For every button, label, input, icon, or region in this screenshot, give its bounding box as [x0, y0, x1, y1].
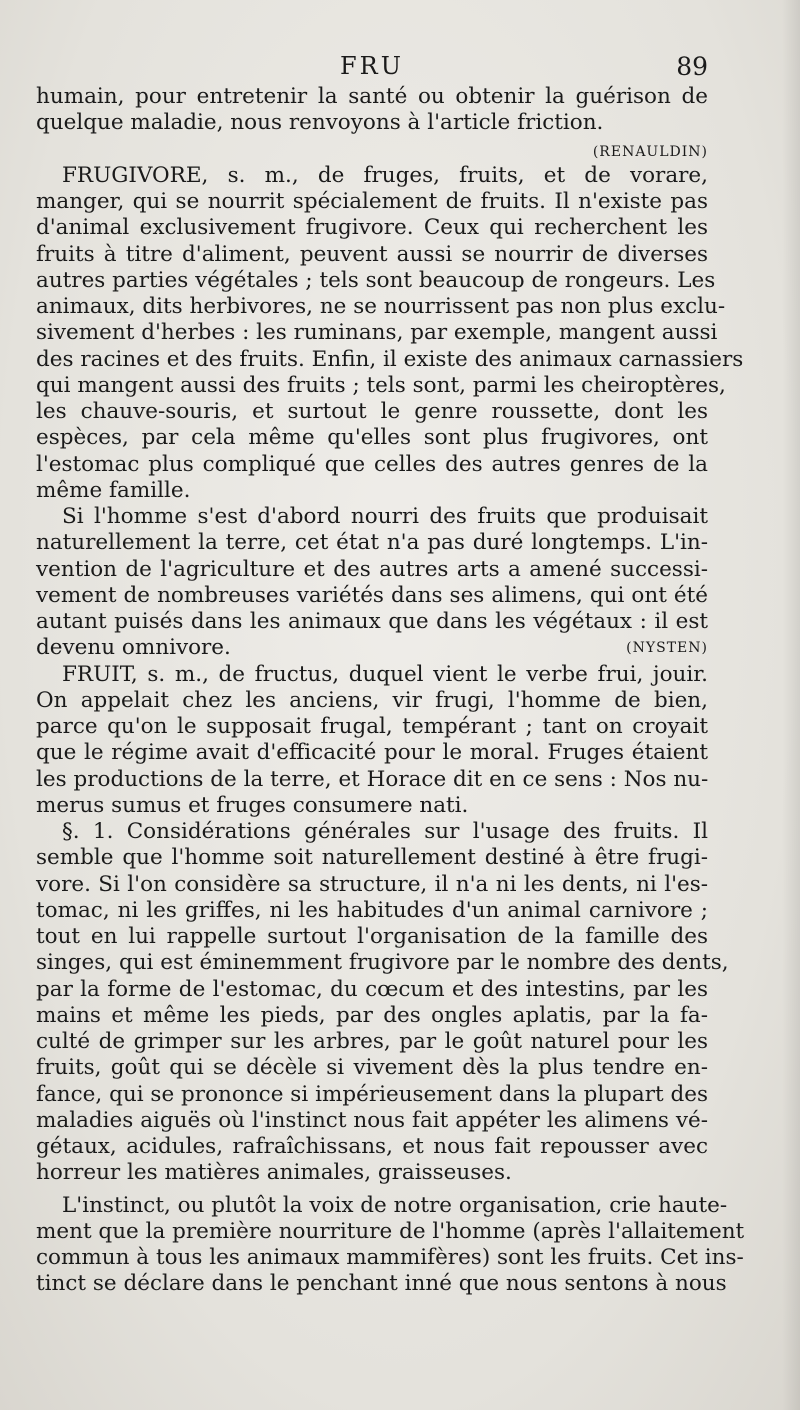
text-line: horreur les matières animales, graisseuses. [36, 1160, 512, 1186]
body-text [36, 84, 745, 1298]
signature-renauldin: (RENAULDIN) [592, 143, 708, 160]
text-line: même famille. [36, 477, 191, 503]
text-line: qui mangent aussi des fruits ; tels sont, parmi les cheiroptères, [36, 372, 726, 398]
text-line: fruits, goût qui se décèle si vivement dès la plus tendre en- [36, 1055, 708, 1081]
text-line: L'instinct, ou plutôt la voix de notre organisation, crie haute- [62, 1192, 728, 1218]
text-line-with-signature [36, 635, 708, 661]
text-line: les productions de la terre, et Horace dit en ce sens : Nos nu- [36, 766, 709, 792]
signature-nysten: (NYSTEN) [626, 640, 708, 657]
text-line: humain, pour entretenir la santé ou obtenir la guérison de [36, 84, 708, 109]
text-line: On appelait chez les anciens, vir frugi, l'homme de bien, [36, 687, 708, 713]
text-line: singes, qui est éminemment frugivore par le nombre des dents, [36, 950, 729, 976]
running-head: FRU [340, 52, 404, 80]
text-line: culté de grimper sur les arbres, par le goût naturel pour les [36, 1029, 708, 1054]
entry-heading-frugivore: FRUGIVORE, s. m., de fruges, fruits, et de vorare, [62, 162, 708, 188]
text-line: autres parties végétales ; tels sont beaucoup de rongeurs. Les [36, 267, 716, 293]
text-line: que le régime avait d'efficacité pour le moral. Fruges étaient [36, 740, 708, 766]
text-line: quelque maladie, nous renvoyons à l'article friction. [36, 110, 604, 136]
text-line: commun à tous les animaux mammifères) sont les fruits. Cet ins- [36, 1245, 744, 1270]
text-line: fance, qui se prononce si impérieusement dans la plupart des [36, 1081, 708, 1107]
text-line: vention de l'agriculture et des autres arts a amené successi- [36, 556, 708, 582]
text-line: espèces, par cela même qu'elles sont plus frugivores, ont [36, 425, 708, 451]
text-line: tinct se déclare dans le penchant inné que nous sentons à nous [36, 1271, 727, 1297]
author-signature [36, 137, 708, 163]
text-line: sivement d'herbes : les ruminans, par exemple, mangent aussi [36, 320, 718, 346]
text-line: mains et même les pieds, par des ongles aplatis, par la fa- [36, 1002, 708, 1028]
text-line: animaux, dits herbivores, ne se nourrissent pas non plus exclu- [36, 294, 726, 319]
text-line: vement de nombreuses variétés dans ses alimens, qui ont été [36, 582, 708, 608]
text-fragment: devenu omnivore. [36, 635, 231, 661]
text-line: par la forme de l'estomac, du cœcum et des intestins, par les [36, 976, 708, 1002]
page-number: 89 [676, 52, 708, 81]
text-line: gétaux, acidules, rafraîchissans, et nous fait repousser avec [36, 1134, 708, 1159]
text-line: naturellement la terre, cet état n'a pas duré longtemps. L'in- [36, 530, 708, 556]
text-line: ment que la première nourriture de l'homme (après l'allaitement [36, 1218, 745, 1244]
text-line: maladies aiguës où l'instinct nous fait appéter les alimens vé- [36, 1107, 708, 1133]
text-line: semble que l'homme soit naturellement destiné à être frugi- [36, 845, 708, 871]
text-line: l'estomac plus compliqué que celles des autres genres de la [36, 451, 708, 477]
text-line: tomac, ni les griffes, ni les habitudes d'un animal carnivore ; [36, 897, 708, 923]
text-line: Si l'homme s'est d'abord nourri des fruits que produisait [62, 504, 708, 529]
text-line: fruits à titre d'aliment, peuvent aussi se nourrir de diverses [36, 241, 708, 267]
text-line: manger, qui se nourrit spécialement de fruits. Il n'existe pas [36, 189, 708, 214]
text-line: parce qu'on le supposait frugal, tempérant ; tant on croyait [36, 714, 708, 739]
text-line: des racines et des fruits. Enfin, il existe des animaux carnassiers [36, 346, 744, 372]
page-header [36, 52, 708, 86]
text-line: vore. Si l'on considère sa structure, il n'a ni les dents, ni l'es- [36, 871, 708, 897]
entry-heading-fruit: FRUIT, s. m., de fructus, duquel vient le verbe frui, jouir. [62, 661, 708, 687]
text-line: autant puisés dans les animaux que dans les végétaux : il est [36, 609, 708, 634]
text-line: tout en lui rappelle surtout l'organisation de la famille des [36, 924, 708, 949]
section-heading: §. 1. Considérations générales sur l'usage des fruits. Il [62, 819, 708, 844]
text-line: merus sumus et fruges consumere nati. [36, 792, 469, 818]
text-line: d'animal exclusivement frugivore. Ceux qui recherchent les [36, 215, 708, 241]
text-line: les chauve-souris, et surtout le genre roussette, dont les [36, 399, 708, 424]
page-edge-shadow [782, 0, 800, 1410]
